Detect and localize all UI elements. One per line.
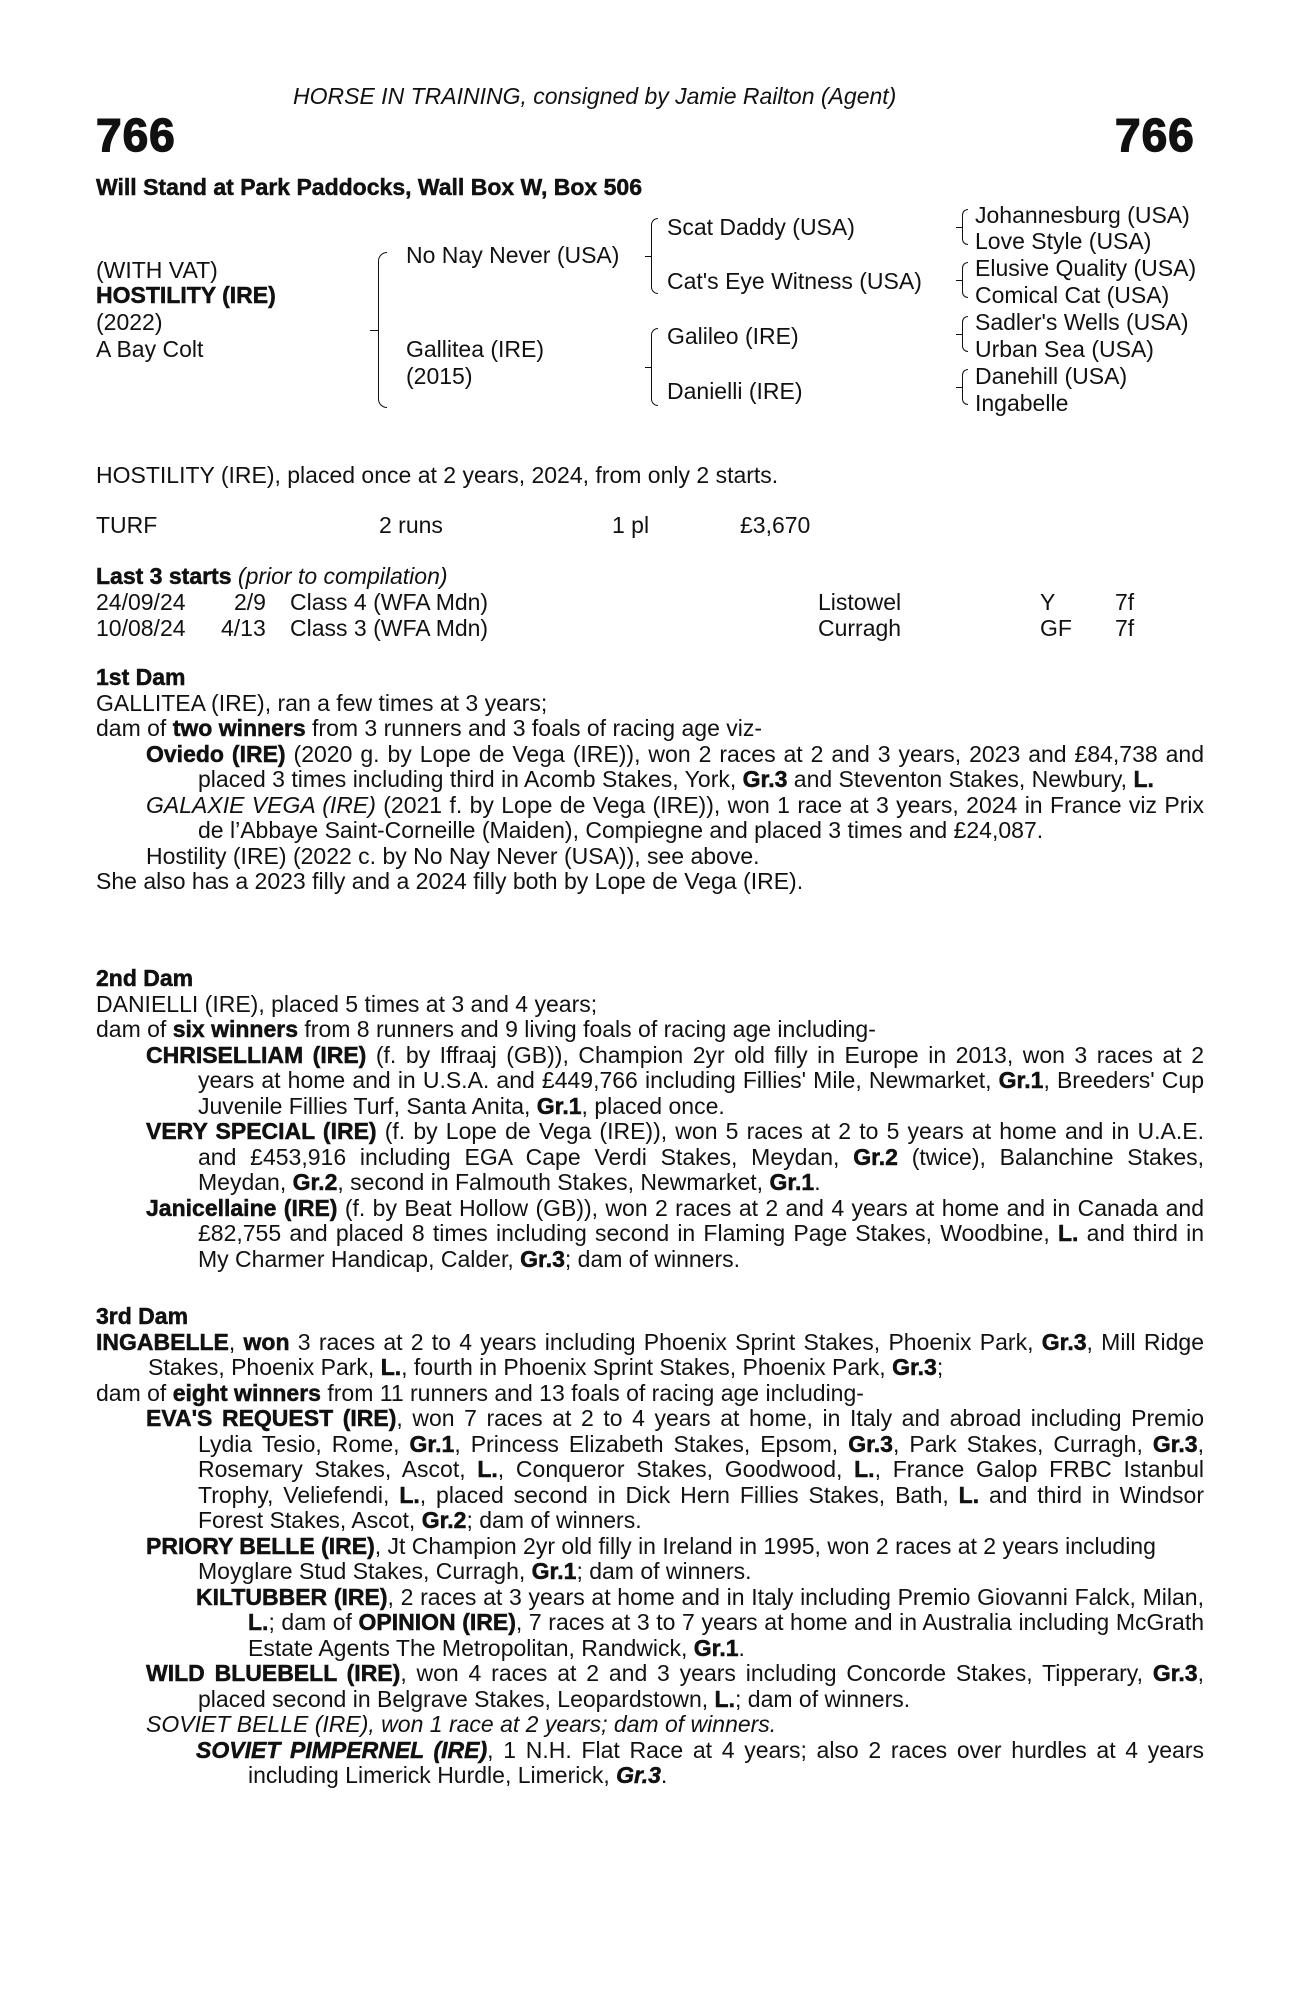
horse-name: VERY SPECIAL (IRE) (146, 1118, 377, 1144)
record-runs: 2 runs (379, 512, 443, 538)
consignor-line: HORSE IN TRAINING, consigned by Jamie Railton (Agent) (293, 83, 897, 109)
produce-entry-galaxie: GALAXIE VEGA (IRE) (2021 f. by Lope de Vega (IRE)), won 1 race at 3 years, 2024 in France viz Prix de l’Abbaye Saint-Corneille (Maiden), Compiegne and placed 3 times and £24,087. (146, 791, 1204, 843)
horse-name: INGABELLE (96, 1328, 229, 1355)
produce-entry-very-special: VERY SPECIAL (IRE) (f. by Lope de Vega (IRE)), won 5 races at 2 to 5 years at home and in U.A.E. and £453,916 including EGA Cape Verdi Stakes, Meydan, Gr.2 (twice), Balanchine Stakes, Meydan, Gr.2, second in Falmouth Stakes, Newmarket, Gr.1. (146, 1118, 1204, 1195)
produce-entry-soviet-belle: SOVIET BELLE (IRE), won 1 race at 2 years; dam of winners. (146, 1711, 777, 1737)
sire-side-brace (651, 218, 658, 294)
horse-name: HOSTILITY (IRE) (96, 282, 276, 308)
grade-badge: Gr.1 (409, 1430, 455, 1457)
last-starts-title: Last 3 starts (96, 563, 232, 589)
last-starts-note: (prior to compilation) (237, 563, 448, 589)
start-going: GF (1040, 615, 1072, 641)
listed-badge: L. (399, 1481, 420, 1508)
location-line: Will Stand at Park Paddocks, Wall Box W, Box 506 (96, 174, 642, 200)
horse-name: GALAXIE VEGA (IRE) (146, 791, 376, 818)
listed-badge: L. (248, 1609, 269, 1635)
dam-sire: Galileo (IRE) (667, 323, 799, 349)
grade-badge: Gr.1 (998, 1067, 1044, 1093)
ggp-8: Ingabelle (975, 390, 1069, 416)
produce-entry-priory-belle: PRIORY BELLE (IRE), Jt Champion 2yr old filly in Ireland in 1995, won 2 races at 2 years including Moyglare Stud Stakes, Curragh, Gr.1; dam of winners. (146, 1532, 1156, 1584)
dam-side-brace (651, 328, 658, 406)
listed-badge: L. (477, 1456, 498, 1482)
last-starts-heading (96, 564, 448, 590)
grade-badge: Gr.3 (1152, 1430, 1198, 1457)
grade-badge: Gr.3 (848, 1430, 893, 1457)
grade-badge: Gr.3 (520, 1245, 565, 1272)
start-course: Curragh (818, 615, 902, 641)
horse-name: OPINION (IRE) (358, 1609, 516, 1635)
ggp-brace-3 (962, 316, 968, 352)
produce-entry-wild-bluebell: WILD BLUEBELL (IRE), won 4 races at 2 and 3 years including Concorde Stakes, Tipperary, Gr.3, placed second in Belgrave Stakes, Leopardstown, L.; dam of winners. (146, 1660, 1204, 1712)
lot-number-left: 766 (96, 109, 176, 161)
sire-sire: Scat Daddy (USA) (667, 214, 855, 240)
dam-name: Gallitea (IRE) (406, 336, 545, 362)
start-class: Class 4 (WFA Mdn) (290, 589, 489, 615)
produce-entry-chrisellaim: CHRISELLIAM (IRE) (f. by Iffraaj (GB)), Champion 2yr old filly in Europe in 2013, won 3 races at 2 years at home and in U.S.A. and £449,766 including Fillies' Mile, Newmarket, Gr.1, Breeders' Cup Juvenile Fillies Turf, Santa Anita, Gr.1, placed once. (146, 1041, 1204, 1119)
race-summary: HOSTILITY (IRE), placed once at 2 years, 2024, from only 2 starts. (96, 462, 779, 488)
first-dam-section (96, 665, 1204, 895)
winners-count: eight winners (172, 1379, 321, 1406)
ggp-4: Comical Cat (USA) (975, 282, 1170, 308)
grade-badge: Gr.1 (769, 1169, 815, 1195)
sire-dam: Cat's Eye Witness (USA) (667, 268, 922, 294)
foaling-year: (2022) (96, 309, 163, 335)
horse-name: WILD BLUEBELL (IRE) (146, 1660, 401, 1686)
listed-badge: L. (1057, 1220, 1079, 1246)
start-going: Y (1040, 589, 1056, 615)
grade-badge: Gr.3 (616, 1762, 661, 1788)
listed-badge: L. (1133, 766, 1154, 792)
horse-description: A Bay Colt (96, 336, 204, 362)
produce-entry-hostility: Hostility (IRE) (2022 c. by No Nay Never (USA)), see above. (146, 842, 760, 869)
ggp-2: Love Style (USA) (975, 228, 1152, 254)
record-surface: TURF (96, 512, 158, 538)
grade-badge: Gr.3 (892, 1354, 937, 1380)
ggp-1: Johannesburg (USA) (975, 202, 1190, 228)
start-position: 2/9 (234, 589, 266, 615)
ggp-7: Danehill (USA) (975, 363, 1128, 389)
grade-badge: Gr.2 (421, 1507, 467, 1533)
horse-name: KILTUBBER (IRE) (196, 1583, 388, 1610)
winners-count: two winners (172, 715, 306, 741)
grade-badge: Gr.2 (292, 1169, 338, 1195)
second-dam-heading: 2nd Dam (96, 965, 194, 991)
grade-badge: Gr.1 (693, 1634, 739, 1661)
second-dam-line: DANIELLI (IRE), placed 5 times at 3 and 4 years; (96, 990, 598, 1017)
first-dam-also: She also has a 2023 filly and a 2024 filly both by Lope de Vega (IRE). (96, 868, 804, 894)
start-distance: 7f (1115, 615, 1135, 641)
horse-name: EVA'S REQUEST (IRE) (146, 1405, 397, 1431)
horse-name: PRIORY BELLE (IRE) (146, 1532, 375, 1559)
ggp-brace-2 (962, 262, 968, 298)
record-earnings: £3,670 (740, 512, 811, 538)
first-dam-produce-line: dam of two winners from 3 runners and 3 foals of racing age viz- (96, 715, 763, 741)
grade-badge: Gr.2 (853, 1143, 898, 1170)
ggp-brace-1 (962, 209, 968, 245)
second-dam-section (96, 966, 1204, 1272)
ggp-brace-4 (962, 369, 968, 405)
lot-number-right: 766 (1115, 109, 1195, 161)
horse-name: SOVIET PIMPERNEL (IRE) (196, 1736, 488, 1763)
ggp-3: Elusive Quality (USA) (975, 255, 1197, 281)
produce-entry-oviedo: Oviedo (IRE) (2020 g. by Lope de Vega (IRE)), won 2 races at 2 and 3 years, 2023 and £84,738 and placed 3 times including third in Acomb Stakes, York, Gr.3 and Steventon Stakes, Newbury, L. (146, 740, 1204, 792)
grade-badge: Gr.3 (742, 766, 788, 792)
produce-entry-janicellaine: Janicellaine (IRE) (f. by Beat Hollow (GB)), won 2 races at 2 and 4 years at home and in Canada and £82,755 and placed 8 times including second in Flaming Page Stakes, Woodbine, L. and third in My Charmer Handicap, Calder, Gr.3; dam of winners. (146, 1194, 1204, 1272)
start-class: Class 3 (WFA Mdn) (290, 615, 489, 641)
start-date: 24/09/24 (96, 589, 186, 615)
dam-year: (2015) (406, 363, 473, 389)
pedigree-main-brace (378, 252, 387, 408)
horse-name: Janicellaine (IRE) (146, 1194, 338, 1221)
grade-badge: Gr.1 (536, 1092, 582, 1119)
third-dam-line: INGABELLE, won 3 races at 2 to 4 years including Phoenix Sprint Stakes, Phoenix Park, Gr.3, Mill Ridge Stakes, Phoenix Park, L., fourth in Phoenix Sprint Stakes, Phoenix Park, Gr.3; (96, 1328, 1204, 1380)
produce-entry-evas-request: EVA'S REQUEST (IRE), won 7 races at 2 to 4 years at home, in Italy and abroad including Premio Lydia Tesio, Rome, Gr.1, Princess Elizabeth Stakes, Epsom, Gr.3, Park Stakes, Curragh, Gr.3, Rosemary Stakes, Ascot, L., Conqueror Stakes, Goodwood, L., France Galop FRBC Istanbul Trophy, Veliefendi, L., placed second in Dick Hern Fillies Stakes, Bath, L. and third in Windsor Forest Stakes, Ascot, Gr.2; dam of winners. (146, 1405, 1205, 1533)
ggp-6: Urban Sea (USA) (975, 336, 1154, 362)
start-course: Listowel (818, 589, 902, 615)
first-dam-heading: 1st Dam (96, 664, 186, 690)
listed-badge: L. (958, 1481, 980, 1508)
listed-badge: L. (714, 1685, 735, 1712)
grade-badge: Gr.1 (531, 1558, 577, 1584)
listed-badge: L. (380, 1354, 402, 1380)
produce-entry-soviet-pimpernel: SOVIET PIMPERNEL (IRE), 1 N.H. Flat Race at 4 years; also 2 races over hurdles at 4 years including Limerick Hurdle, Limerick, Gr.3. (196, 1736, 1204, 1788)
record-placings: 1 pl (612, 512, 650, 538)
horse-name: CHRISELLIAM (IRE) (146, 1041, 367, 1068)
second-dam-produce-line: dam of six winners from 8 runners and 9 living foals of racing age including- (96, 1016, 876, 1042)
grade-badge: Gr.3 (1041, 1328, 1087, 1355)
produce-entry-kiltubber: KILTUBBER (IRE), 2 races at 3 years at home and in Italy including Premio Giovanni Falck, Milan, L.; dam of OPINION (IRE), 7 races at 3 to 7 years at home and in Australia including McGrath Estate Agents The Metropolitan, Randwick, Gr.1. (196, 1583, 1205, 1661)
winners-count: six winners (172, 1016, 298, 1042)
third-dam-section (96, 1304, 1204, 1789)
vat-label: (WITH VAT) (96, 257, 218, 283)
listed-badge: L. (854, 1456, 875, 1482)
third-dam-produce-line: dam of eight winners from 11 runners and 13 foals of racing age including- (96, 1379, 864, 1406)
dam-dam: Danielli (IRE) (667, 378, 803, 404)
third-dam-heading: 3rd Dam (96, 1303, 189, 1329)
first-dam-line: GALLITEA (IRE), ran a few times at 3 years; (96, 689, 548, 716)
start-date: 10/08/24 (96, 615, 186, 641)
grade-badge: Gr.3 (1152, 1660, 1198, 1686)
start-position: 4/13 (221, 615, 266, 641)
ggp-5: Sadler's Wells (USA) (975, 309, 1189, 335)
horse-name: Oviedo (IRE) (146, 740, 286, 767)
sire-name: No Nay Never (USA) (406, 242, 620, 268)
start-distance: 7f (1115, 589, 1135, 615)
